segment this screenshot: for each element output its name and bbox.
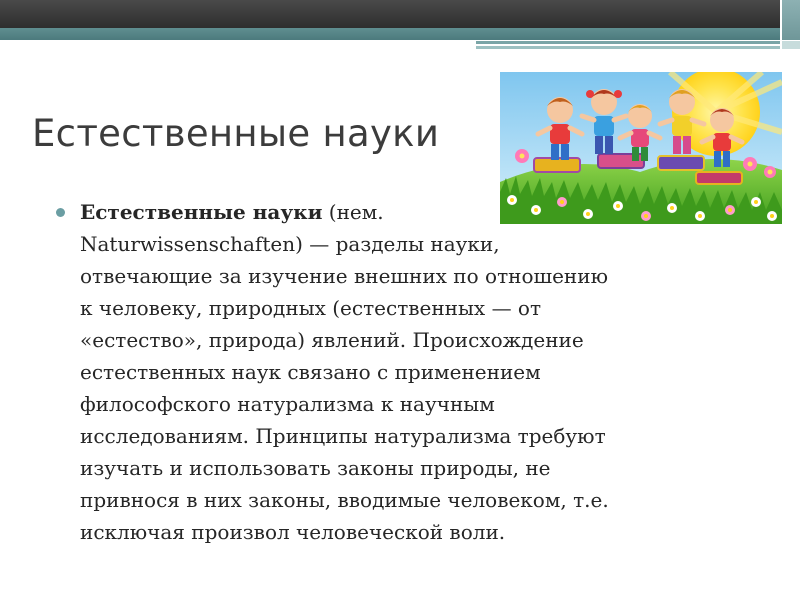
paragraph-line: естественных наук связано с применением (80, 360, 541, 384)
top-decorative-bar (0, 0, 780, 28)
decorative-line (476, 41, 780, 44)
bullet-marker (56, 208, 65, 217)
decorative-line (476, 46, 780, 49)
paragraph-line: отвечающие за изучение внешних по отношению (80, 264, 609, 288)
teal-decorative-bar (0, 28, 780, 40)
defined-term: Естественные науки (80, 200, 323, 224)
bullet-paragraph (80, 196, 770, 548)
paragraph-line: «естество», природа) явлений. Происхождение (80, 328, 584, 352)
paragraph-line: привнося в них законы, вводимые человеком, т.е. (80, 488, 609, 512)
paragraph-line: Naturwissenschaften) — разделы науки, (80, 232, 500, 256)
paragraph-line: философского натурализма к научным (80, 392, 495, 416)
slide-title: Естественные науки (32, 112, 440, 155)
paragraph-line: изучать и использовать законы природы, не (80, 456, 551, 480)
decorative-line (782, 41, 800, 49)
paragraph-line: исключая произвол человеческой воли. (80, 520, 506, 544)
corner-accent (782, 0, 800, 40)
paragraph-line: исследованиям. Принципы натурализма требуют (80, 424, 606, 448)
paragraph-line: к человеку, природных (естественных — от (80, 296, 542, 320)
paragraph-text: (нем. (322, 200, 384, 224)
paragraph-line (80, 196, 770, 228)
